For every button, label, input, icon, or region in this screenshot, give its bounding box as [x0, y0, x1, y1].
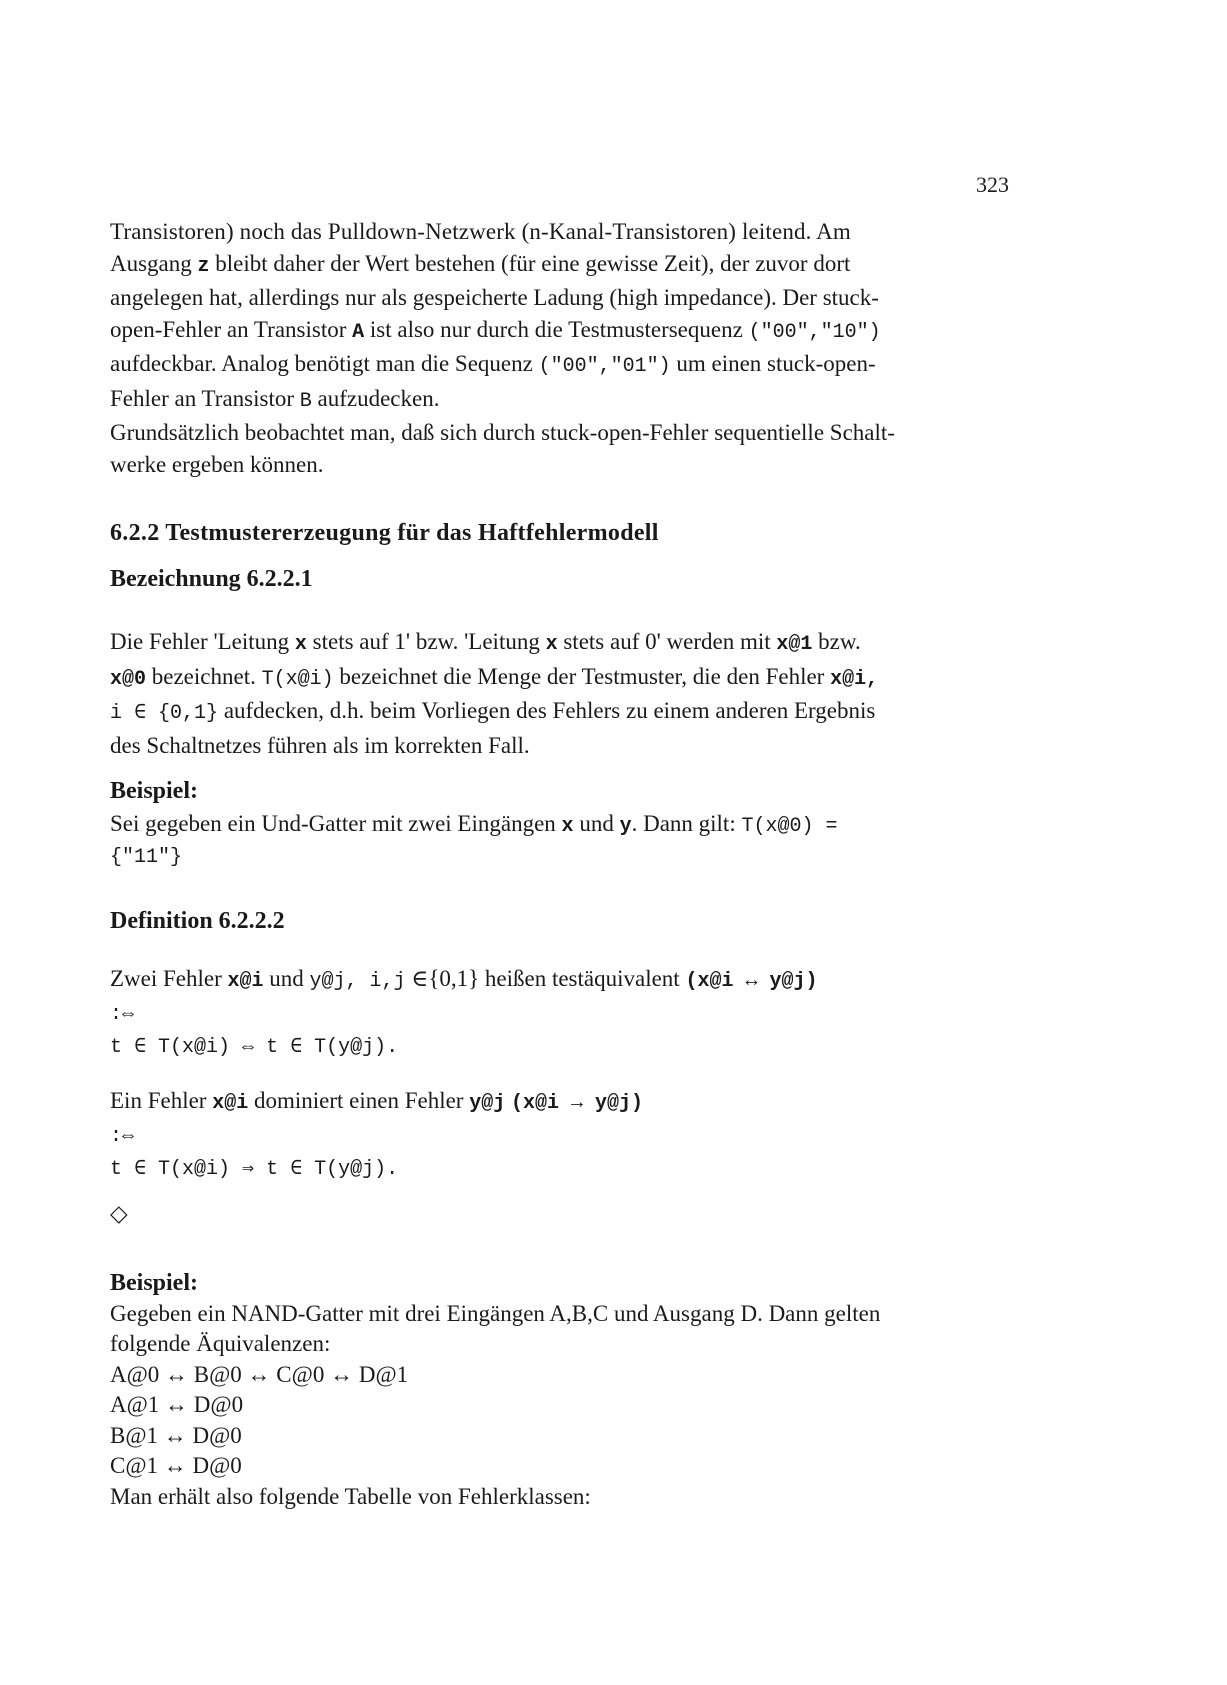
text-line: Fehler an Transistor B aufzudecken.: [110, 385, 440, 413]
section-heading: 6.2.2 Testmustererzeugung für das Haftfehlermodell: [110, 520, 659, 546]
beispiel-heading: Beispiel:: [110, 1270, 198, 1296]
text-line: des Schaltnetzes führen als im korrekten Fall.: [110, 732, 530, 758]
equivalence-line: B@1 ↔ D@0: [110, 1422, 242, 1448]
text-line: {"11"}: [110, 846, 183, 869]
beispiel-1: [110, 776, 1022, 874]
paragraph-stuck-open: [110, 216, 1022, 480]
text-line: x@0 bezeichnet. T(x@i) bezeichnet die Menge der Testmuster, die den Fehler x@i,: [110, 663, 879, 691]
text-line: Grundsätzlich beobachtet man, daß sich durch stuck-open-Fehler sequentielle Schalt-: [110, 420, 895, 445]
end-of-definition-symbol: ◇: [110, 1201, 128, 1226]
text-line: Transistoren) noch das Pulldown-Netzwerk (n-Kanal-Transistoren) leitend. Am: [110, 219, 851, 244]
text-line: i ∈ {0,1} aufdecken, d.h. beim Vorliegen des Fehlers zu einem anderen Ergebnis: [110, 698, 876, 725]
text-line: Zwei Fehler x@i und y@j, i,j ∈{0,1} heißen testäquivalent (x@i ↔ y@j): [110, 966, 818, 993]
text-line: Die Fehler 'Leitung x stets auf 1' bzw. 'Leitung x stets auf 0' werden mit x@1 bzw.: [110, 629, 861, 656]
equivalence-line: A@1 ↔ D@0: [110, 1392, 244, 1417]
bezeichnung-paragraph: [110, 626, 1022, 761]
text-line: t ∈ T(x@i) ⇒ t ∈ T(y@j).: [110, 1158, 399, 1181]
text-line: :⇔: [110, 1125, 135, 1148]
text-line: Ausgang z bleibt daher der Wert bestehen (für eine gewisse Zeit), der zuvor dort: [110, 250, 851, 278]
equivalence-line: A@0 ↔ B@0 ↔ C@0 ↔ D@1: [110, 1361, 409, 1387]
page-number: 323: [976, 172, 1009, 197]
text-line: :⇔: [110, 1003, 135, 1026]
beispiel-heading: Beispiel:: [110, 778, 198, 804]
text-line: Gegeben ein NAND-Gatter mit drei Eingängen A,B,C und Ausgang D. Dann gelten: [110, 1300, 881, 1326]
beispiel-2: [110, 1268, 1022, 1512]
text-line: open-Fehler an Transistor A ist also nur durch die Testmustersequenz ("00","10"): [110, 316, 881, 344]
text-line: angelegen hat, allerdings nur als gespeicherte Ladung (high impedance). Der stuck-: [110, 285, 879, 310]
definition-body: [110, 962, 1022, 1064]
text-line: Ein Fehler x@i dominiert einen Fehler y@j (x@i → y@j): [110, 1088, 644, 1115]
text-line: Man erhält also folgende Tabelle von Fehlerklassen:: [110, 1483, 591, 1509]
equivalence-line: C@1 ↔ D@0: [110, 1453, 242, 1478]
definition-dominance: [110, 1084, 1022, 1186]
text-line: Sei gegeben ein Und-Gatter mit zwei Eingängen x und y. Dann gilt: T(x@0) =: [110, 810, 838, 838]
text-line: folgende Äquivalenzen:: [110, 1331, 331, 1356]
bezeichnung-heading: Bezeichnung 6.2.2.1: [110, 566, 313, 592]
text-line: aufdeckbar. Analog benötigt man die Sequenz ("00","01") um einen stuck-open-: [110, 351, 876, 378]
text-line: t ∈ T(x@i) ⇔ t ∈ T(y@j).: [110, 1036, 399, 1059]
text-line: werke ergeben können.: [110, 451, 324, 477]
definition-heading: Definition 6.2.2.2: [110, 908, 285, 934]
